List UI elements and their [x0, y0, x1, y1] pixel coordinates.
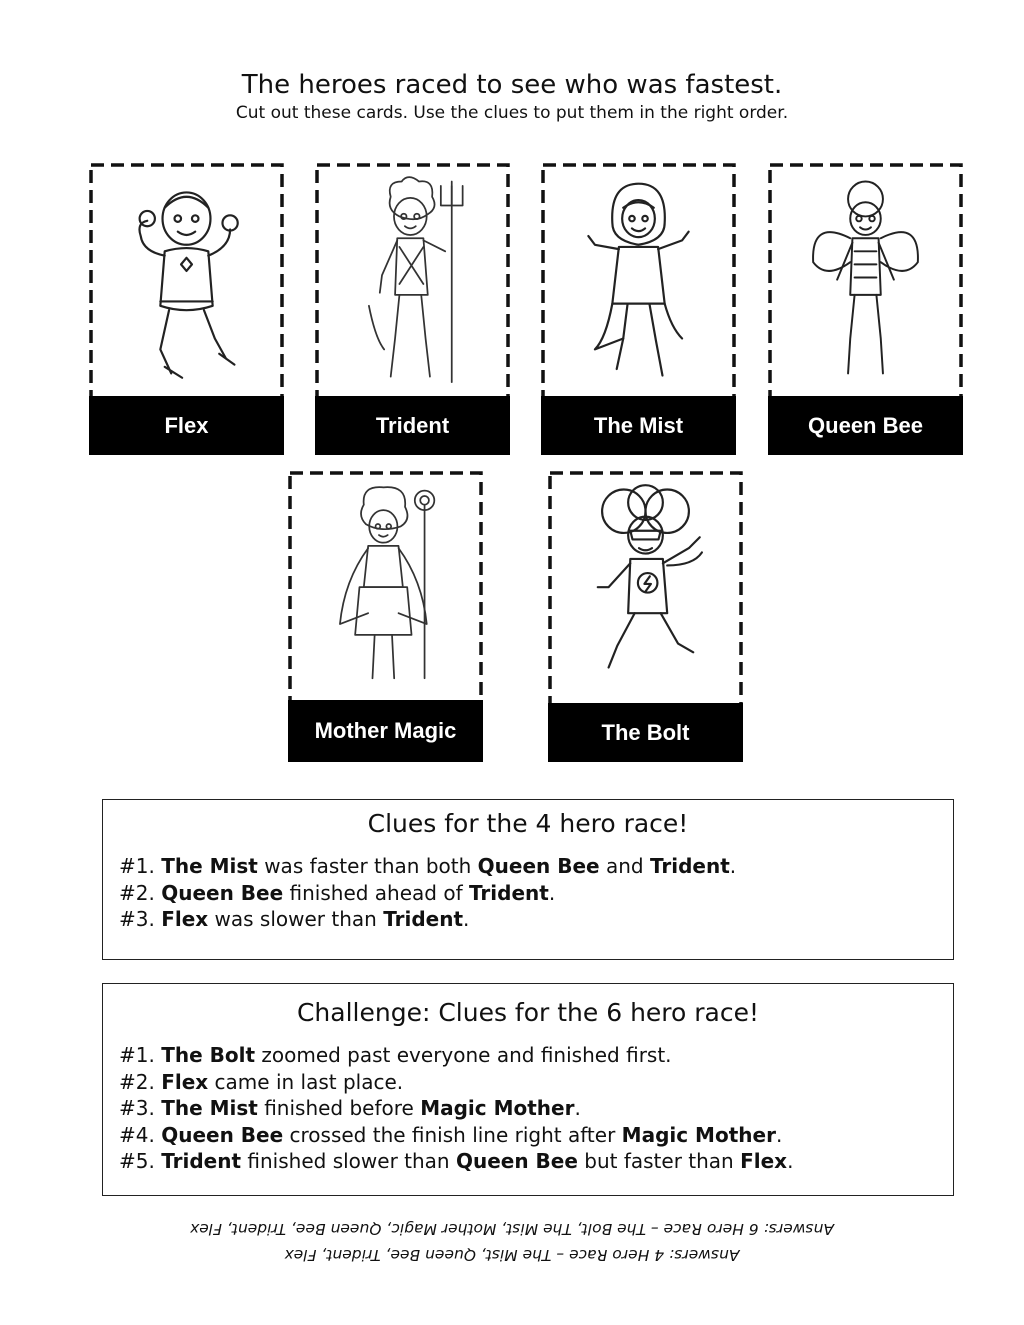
clue-item — [119, 880, 953, 907]
hero-name: Flex — [161, 1069, 209, 1094]
staff-hero-icon — [302, 483, 469, 700]
clue-item — [119, 1122, 953, 1149]
clue-text: . — [729, 854, 737, 878]
clue-text: was faster than both — [257, 854, 478, 878]
hero-name: Magic Mother — [420, 1096, 575, 1121]
hero-card-queen-bee[interactable] — [768, 163, 963, 455]
hero-name: Trident — [649, 854, 730, 878]
answers-6-hero-race: Answers: 6 Hero Race – The Bolt, The Mist, Mother Magic, Queen Bee, Trident, Flex — [190, 1220, 834, 1238]
clue-text: #5. — [119, 1149, 162, 1174]
hero-name: Trident — [468, 880, 549, 905]
answers-4-hero-race: Answers: 4 Hero Race – The Mist, Queen Bee, Trident, Flex — [284, 1246, 740, 1264]
page-title: The heroes raced to see who was fastest. — [241, 70, 783, 100]
clue-text: finished slower than — [241, 1149, 456, 1174]
muscle-hero-icon-drawing — [103, 175, 270, 393]
clue-item — [119, 1095, 953, 1122]
clue-item — [119, 1148, 953, 1175]
hero-card-label: Flex — [89, 396, 284, 455]
clue-text: crossed the finish line right after — [283, 1122, 622, 1147]
clue-box-title: Challenge: Clues for the 6 hero race! — [296, 998, 760, 1027]
muscle-hero-icon — [103, 175, 270, 393]
hero-card-label: The Mist — [541, 396, 736, 455]
page-subtitle: Cut out these cards. Use the clues to put them in the right order. — [235, 103, 789, 123]
bolt-hero-icon — [562, 483, 729, 700]
clue-text: came in last place. — [208, 1069, 404, 1094]
clue-text: #3. — [119, 907, 162, 932]
clue-text: zoomed past everyone and finished first. — [255, 1043, 672, 1067]
clue-text: and — [599, 854, 650, 878]
clue-item — [119, 853, 953, 880]
clue-text: #2. — [119, 1069, 162, 1094]
clue-text: #2. — [119, 880, 162, 905]
clue-box-4-hero-race — [102, 799, 954, 960]
hero-name: The Mist — [161, 854, 258, 878]
hero-card-mother-magic[interactable] — [288, 471, 483, 762]
winged-hero-icon — [782, 175, 949, 393]
hero-name: Flex — [161, 907, 209, 932]
hero-name: Trident — [161, 1149, 242, 1174]
hero-name: Trident — [383, 907, 464, 932]
clue-list — [119, 1042, 953, 1175]
hero-card-label: Queen Bee — [768, 396, 963, 455]
bolt-hero-icon-drawing — [562, 483, 729, 700]
clue-item — [119, 1069, 953, 1096]
hooded-hero-icon — [555, 175, 722, 393]
clue-text: #1. — [119, 854, 162, 878]
clue-item — [119, 906, 953, 933]
hero-name: Queen Bee — [477, 854, 600, 878]
hero-card-flex[interactable] — [89, 163, 284, 455]
clue-text: #1. — [119, 1043, 162, 1067]
trident-hero-icon — [329, 175, 496, 393]
clue-text: was slower than — [208, 907, 384, 932]
hero-card-label: Mother Magic — [288, 700, 483, 762]
clue-list — [119, 853, 953, 933]
hero-card-label: Trident — [315, 396, 510, 455]
hero-name: Magic Mother — [621, 1122, 776, 1147]
clue-text: . — [463, 907, 470, 932]
hero-name: Queen Bee — [455, 1149, 578, 1174]
clue-text: . — [775, 1122, 783, 1147]
hero-name: The Mist — [161, 1096, 258, 1121]
clue-item — [119, 1042, 953, 1069]
clue-text: . — [787, 1149, 794, 1174]
hero-card-the-mist[interactable] — [541, 163, 736, 455]
hero-name: The Bolt — [161, 1043, 256, 1067]
hero-card-trident[interactable] — [315, 163, 510, 455]
clue-box-6-hero-race — [102, 983, 954, 1196]
staff-hero-icon-drawing — [302, 483, 469, 700]
clue-text: . — [548, 880, 556, 905]
clue-text: finished ahead of — [283, 880, 469, 905]
hero-name: Queen Bee — [161, 880, 284, 905]
clue-text: finished before — [257, 1096, 421, 1121]
hero-name: Flex — [740, 1149, 788, 1174]
winged-hero-icon-drawing — [782, 175, 949, 393]
clue-text: #4. — [119, 1122, 162, 1147]
hero-card-the-bolt[interactable] — [548, 471, 743, 762]
trident-hero-icon-drawing — [329, 175, 496, 393]
clue-box-title: Clues for the 4 hero race! — [367, 809, 689, 838]
clue-text: . — [574, 1096, 581, 1121]
hooded-hero-icon-drawing — [555, 175, 722, 393]
clue-text: #3. — [119, 1096, 162, 1121]
hero-card-label: The Bolt — [548, 703, 743, 762]
hero-name: Queen Bee — [161, 1122, 284, 1147]
clue-text: but faster than — [577, 1149, 741, 1174]
